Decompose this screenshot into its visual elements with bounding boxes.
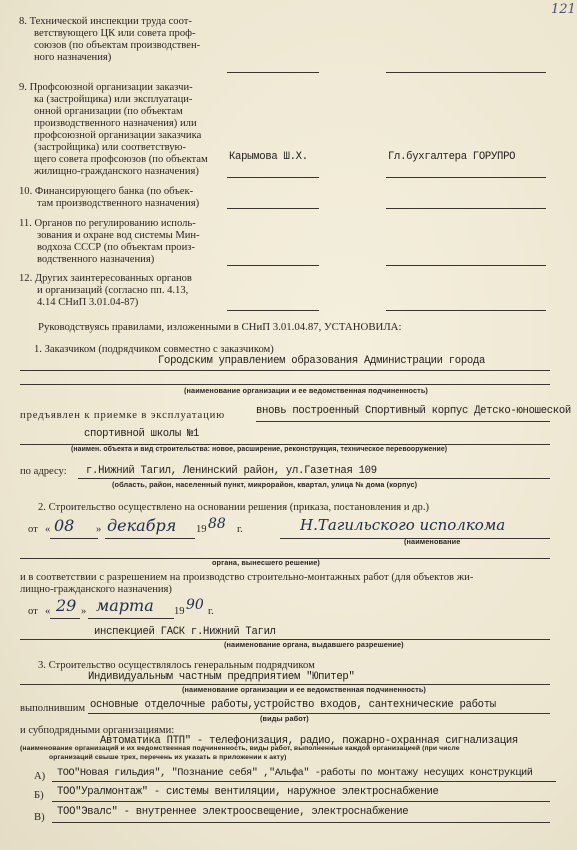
item-9-person-name: Карымова Ш.Х. <box>229 151 308 163</box>
signature-line <box>227 177 319 178</box>
fill-line <box>52 822 550 823</box>
subcontractor-main: Автоматика ПТП" - телефонизация, радио, пожарно-охранная сигнализация <box>100 735 518 747</box>
signature-line <box>386 310 546 311</box>
from-label: от <box>28 606 38 617</box>
caption-customer: (наименование организации и ее ведомственная подчиненность) <box>184 386 428 395</box>
general-contractor: Индивидуальным частным предприятием "Юпитер" <box>88 671 355 683</box>
year-prefix: 19 <box>196 524 207 535</box>
quote-open: « <box>45 606 51 617</box>
item-9-line: профсоюзной организации заказчика <box>34 130 202 141</box>
resolution-heading: Руководствуясь правилами, изложенными в СНиП 3.01.04.87, УСТАНОВИЛА: <box>38 321 402 333</box>
works-performed: основные отделочные работы,устройство входов, сантехнические работы <box>90 699 496 711</box>
quote-open: « <box>45 524 51 535</box>
section-1-label: 1. Заказчиком (подрядчиком совместно с заказчиком) <box>34 344 274 355</box>
item-9-position: Гл.бухгалтера ГОРУПРО <box>388 151 516 163</box>
caption-contractor: (наименование организации и ее ведомственная подчиненность) <box>182 685 426 694</box>
item-12-line: 4.14 СНиП 3.01.04-87) <box>37 297 139 308</box>
year-suffix: г. <box>208 606 214 617</box>
caption-object: (наимен. объекта и вид строительства: новое, расширение, реконструкция, техническое перевооружение) <box>71 446 448 453</box>
address-value: г.Нижний Тагил, Ленинский район, ул.Газетная 109 <box>86 465 377 477</box>
decision-month: декабря <box>107 516 177 535</box>
fill-line <box>88 618 174 619</box>
fill-line <box>52 801 550 802</box>
fill-line <box>20 370 550 371</box>
item-8-line: ного назначения) <box>34 52 112 63</box>
permit-issuer: инспекцией ГАСК г.Нижний Тагил <box>94 626 276 638</box>
signature-line <box>386 177 546 178</box>
item-9-line: ка (застройщика) или эксплуатаци- <box>34 94 193 105</box>
item-10-line: там производственного назначения) <box>37 198 200 209</box>
signature-line <box>386 208 546 209</box>
item-12-line: 12. Других заинтересованных органов <box>19 273 192 284</box>
item-11-line: водственного назначения) <box>37 254 155 265</box>
caption-subs-1: (наименование организаций и их ведомственная подчиненность, виды работ, выполненные каждой организацией (при числе <box>20 745 460 752</box>
decision-year: 88 <box>208 516 226 532</box>
signature-line <box>386 265 546 266</box>
permit-year: 90 <box>186 597 204 613</box>
fill-line <box>105 538 195 539</box>
sub-b-label: Б) <box>34 790 44 801</box>
signature-line <box>227 72 319 73</box>
sub-a-label: А) <box>34 771 46 782</box>
quote-close: » <box>81 606 87 617</box>
permit-month: марта <box>96 596 154 615</box>
caption-works: (виды работ) <box>260 714 309 723</box>
fill-line <box>88 713 550 714</box>
section-3-label: 3. Строительство осуществлялось генеральным подрядчиком <box>38 660 315 671</box>
item-9-line: производственного назначения) или <box>34 118 197 129</box>
item-9-line: (застройщика) или соответствую- <box>34 142 187 153</box>
item-8-line: 8. Технической инспекции труда соот- <box>19 16 192 27</box>
sub-v-label: В) <box>34 812 45 823</box>
signature-line <box>227 208 319 209</box>
caption-issuer: (наименование органа, выдавшего разрешение) <box>224 640 404 649</box>
signature-line <box>227 310 319 311</box>
from-label: от <box>28 524 38 535</box>
signature-line <box>386 72 546 73</box>
object-line-2: спортивной школы №1 <box>84 428 200 440</box>
item-12-line: и организаций (согласно пп. 4.13, <box>37 285 189 296</box>
performed-label: выполнившим <box>20 703 86 714</box>
fill-line <box>20 444 550 445</box>
customer-name: Городским управлением образования Администрации города <box>158 355 486 367</box>
item-11-line: 11. Органов по регулированию исполь- <box>19 218 196 229</box>
item-11-line: зования и охране вод системы Мин- <box>37 230 200 241</box>
item-11-line: водхоза СССР (по объектам произ- <box>37 242 195 253</box>
object-line-1: вновь построенный Спортивный корпус Детско-юношеской <box>256 405 571 417</box>
permit-day: 29 <box>56 596 77 615</box>
caption-address: (область, район, населенный пункт, микрорайон, квартал, улица № дома (корпус) <box>112 480 418 489</box>
sub-b-text: ТОО"Уралмонтаж" - системы вентиляции, наружное электроснабжение <box>57 786 439 798</box>
sub-a-text: ТОО"Новая гильдия", "Познание себя" ,"Альфа" -работы по монтажу несущих конструкций <box>57 767 533 779</box>
item-9-line: 9. Профсоюзной организации заказчи- <box>19 82 193 93</box>
item-8-line: ветствующего ЦК или совета проф- <box>34 28 196 39</box>
decision-day: 08 <box>54 516 75 535</box>
quote-close: » <box>96 524 102 535</box>
item-9-line: жилищно-гражданского назначения) <box>34 166 199 177</box>
permit-line-2: лищно-гражданского назначения) <box>20 584 172 595</box>
signature-line <box>227 265 319 266</box>
fill-line <box>256 421 550 422</box>
fill-line <box>20 384 550 385</box>
page-number: 121 <box>551 2 576 17</box>
sub-v-text: ТОО"Эвалс" - внутреннее электроосвещение, электроснабжение <box>57 806 409 818</box>
caption-name: (наименование <box>404 537 461 546</box>
subs-label: и субподрядными организациями: <box>20 725 175 736</box>
address-label: по адресу: <box>20 466 67 477</box>
decision-body: Н.Тагильского исполкома <box>300 516 506 534</box>
presented-label: предъявлен к приемке в эксплуатацию <box>20 410 226 421</box>
caption-organ: органа, вынесшего решение) <box>212 558 320 567</box>
permit-line-1: и в соответствии с разрешением на производство строительно-монтажных работ (для объектов жи- <box>20 572 474 583</box>
item-9-line: онной организации (по объектам <box>34 106 183 117</box>
item-8-line: союзов (по объектам производствен- <box>34 40 201 51</box>
section-2-label: 2. Строительство осуществлено на основании решения (приказа, постановления и др.) <box>38 502 430 513</box>
fill-line <box>50 538 98 539</box>
fill-line <box>50 618 80 619</box>
fill-line <box>78 478 550 479</box>
caption-subs-2: организаций свыше трех, перечень их указать в приложении к акту) <box>49 754 287 761</box>
item-10-line: 10. Финансирующего банка (по объек- <box>19 186 194 197</box>
item-9-line: щего совета профсоюзов (по объектам <box>34 154 208 165</box>
fill-line <box>52 781 556 782</box>
year-suffix: г. <box>237 524 243 535</box>
year-prefix: 19 <box>174 606 185 617</box>
